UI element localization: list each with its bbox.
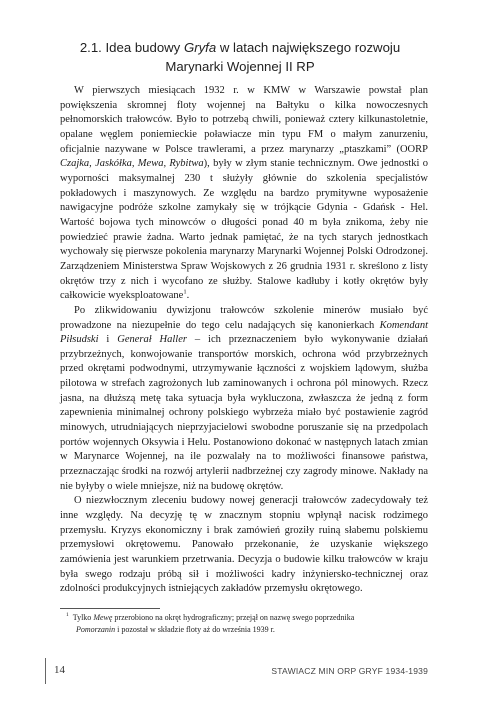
footnote	[60, 612, 428, 635]
footnote-text: i pozostał w składzie floty aż do września 1939 r.	[115, 624, 275, 634]
body-paragraph	[60, 84, 428, 304]
paragraph-text: W pierwszych miesiącach 1932 r. w KMW w Warszawie powstał plan powiększenia skromnej floty wojennej na Bałtyku o kilka nowoczesnych pełnomorskich trałowców. Było to potrzebą chwili, ponieważ cztery kilkunastoletnie, opalane węglem poniemieckie poławiacze min typu FM o małym zanurzeniu, oficjalnie nazywane w Polsce trawlerami, a przez marynarzy „ptaszkami” (OORP	[60, 85, 428, 155]
body-paragraph	[60, 494, 428, 597]
page-number-rule	[45, 658, 46, 684]
paragraph-text: O niezwłocznym zleceniu budowy nowej generacji trałowców zadecydowały też inne względy. Na decyzję tę w znacznym stopniu wpłynął nacisk rodzimego przemysłu. Kryzys ekonomiczny i brak zamówień groziły ruiną słabemu polskiemu przemysłowi okrętowemu. Panowało przekonanie, że uzyskanie większego zamówienia jest warunkiem przetrwania. Decyzja o budowie kilku trałowców w kraju była swego rodzaju próbą sił i możliwości kadry inżyniersko-technicznej oraz zdolności produkcyjnych istniejących zakładów przemysłu okrętowego.	[60, 495, 428, 595]
paragraph-text: .	[186, 290, 190, 302]
footnote-italic: Mewę	[93, 613, 113, 622]
paragraph-text: Po zlikwidowaniu dywizjonu trałowców szkolenie minerów musiało być prowadzone na niezupełnie do tego celu nadających się kanonierkach	[60, 304, 428, 331]
section-heading-line-2: Marynarki Wojennej II RP	[165, 59, 315, 74]
paragraph-text: ), były w złym stanie technicznym. Owe jednostki o wyporności maksymalnej 230 t służyły głównie do szkolenia specjalistów pokładowych i maszynowych. Ze względu na bardzo prymitywne wyposażenie nawigacyjne podróże szkolne zamykały się w trójkącie Gdynia - Gdańsk - Hel. Wartość bojowa tych minowców o długości ponad 40 m była znikoma, żeby nie powiedzieć prawie żadna. Warto jednak pamiętać, że na tych starych jednostkach wychowały się pierwsze pokolenia marynarzy Marynarki Wojennej Polski Odrodzonej. Zarządzeniem Ministerstwa Spraw Wojskowych z 26 grudnia 1931 r. skreślono z listy okrętów trzy z nich i wycofano ze służby. Stalowe kadłuby i kotły okrętów były całkowicie wyeksploatowane	[60, 158, 428, 302]
footnote-text: Tylko	[72, 613, 94, 622]
running-title: STAWIACZ MIN ORP GRYF 1934-1939	[271, 666, 428, 676]
section-heading	[60, 38, 420, 76]
footnote-reference: 1	[183, 288, 187, 296]
footnote-divider	[60, 608, 160, 609]
heading-text: 2.1. Idea budowy	[79, 40, 184, 55]
heading-text: w latach największego rozwoju	[216, 40, 401, 55]
footnote-italic: Pomorzanin	[76, 624, 116, 634]
footnote-number: 1	[66, 612, 69, 619]
italic-text: Generał Haller	[117, 334, 187, 346]
footnote-text: przerobiono na okręt hydrograficzny; przejął on nazwę swego poprzednika	[112, 613, 355, 622]
body-paragraph	[60, 304, 428, 495]
heading-italic-ship-name: Gryfa	[183, 40, 217, 55]
footnote-line-2	[60, 624, 428, 636]
italic-text: Komendant Piłsudski	[60, 319, 428, 346]
paragraph-text: i	[98, 334, 118, 346]
page-number: 14	[54, 664, 65, 676]
italic-text: Czajka, Jaskółka, Mewa, Rybitwa	[60, 158, 204, 170]
body-text	[60, 84, 428, 597]
paragraph-text: – ich przeznaczeniem było wykonywanie działań przybrzeżnych, konwojowanie transportów morskich, ochrona wód przybrzeżnych przed okrętami podwodnymi, utrzymywanie łączności z wojskiem lądowym, służba pilotowa w strefach zagrożonych lub zaminowanych i ochrona pól minowych. Rzecz jasna, na dłuższą metę taka sytuacja była wykluczona, zwłaszcza że jedną z form zapewnienia minimalnej ochrony polskiego wybrzeża miało być postawienie zagród minowych, utrudniających nieprzyjacielowi swobodne poruszanie się na przedpolach portów wojennych Oksywia i Helu. Postanowiono dokonać w następnych latach zmian w Marynarce Wojennej, na ile pozwalały na to możliwości finansowe państwa, przeznaczając środki na rozwój artylerii nadbrzeżnej czy zagrody minowe. Nakłady na nie byłyby o wiele mniejsze, niż na budowę okrętów.	[60, 334, 428, 492]
section-heading-line-1	[60, 38, 420, 57]
